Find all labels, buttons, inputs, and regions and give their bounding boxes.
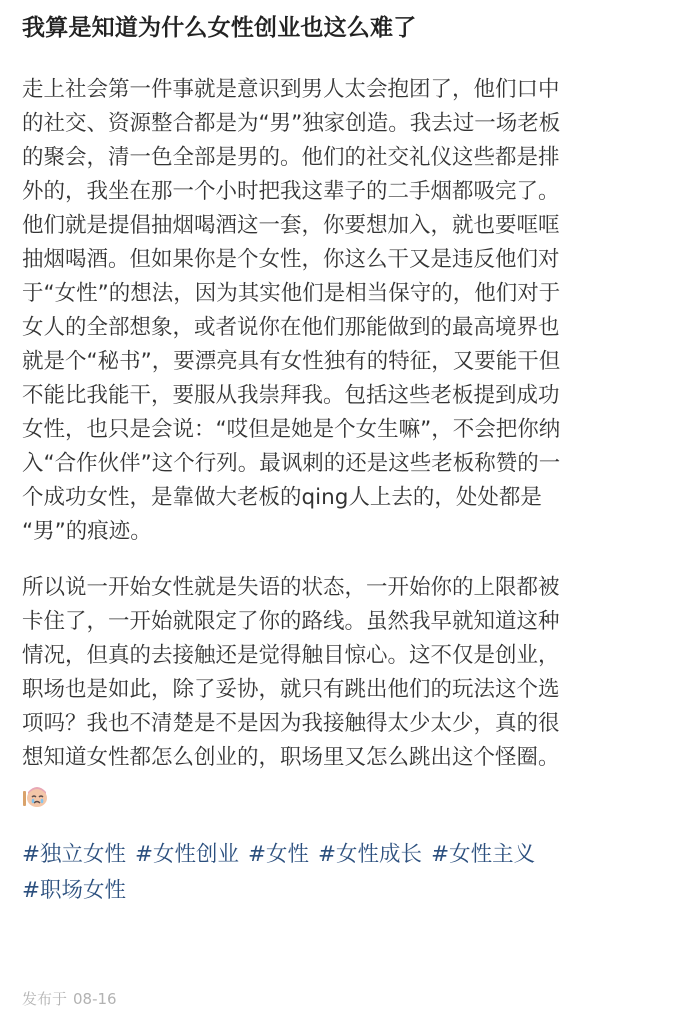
publish-info xyxy=(22,988,117,1009)
paragraph-line: 的社交、资源整合都是为“男”独家创造。我去过一场老板 xyxy=(22,111,561,136)
hashtag-list xyxy=(22,837,664,909)
paragraph-line: 抽烟喝酒。但如果你是个女性，你这么干又是违反他们对 xyxy=(22,247,560,272)
paragraph-line: 职场也是如此，除了妥协，就只有跳出他们的玩法这个选 xyxy=(22,677,560,702)
hashtag[interactable]: #女性成长 xyxy=(318,842,423,867)
paragraph-line: 走上社会第一件事就是意识到男人太会抱团了，他们口中 xyxy=(22,77,560,102)
paragraph-line: 入“合作伙伴”这个行列。最讽刺的还是这些老板称赞的一 xyxy=(22,451,561,476)
hashtag-row xyxy=(22,873,664,909)
crying-face-icon xyxy=(22,782,48,808)
paragraph-line: 不能比我能干，要服从我崇拜我。包括这些老板提到成功 xyxy=(22,383,560,408)
hashtag[interactable]: #独立女性 xyxy=(22,842,127,867)
hashtag[interactable]: #女性主义 xyxy=(431,842,536,867)
paragraph-line: 就是个“秘书”，要漂亮具有女性独有的特征，又要能干但 xyxy=(22,349,561,374)
paragraph-line: 女人的全部想象，或者说你在他们那能做到的最高境界也 xyxy=(22,315,560,340)
paragraph-line: 卡住了，一开始就限定了你的路线。虽然我早就知道这种 xyxy=(22,609,560,634)
paragraph-line: 的聚会，清一色全部是男的。他们的社交礼仪这些都是排 xyxy=(22,145,560,170)
paragraph-line: 个成功女性，是靠做大老板的qing人上去的，处处都是 xyxy=(22,485,542,510)
post-paragraph-2 xyxy=(22,571,664,809)
paragraph-line: 女性，也只是会说：“哎但是她是个女生嘛”，不会把你纳 xyxy=(22,417,561,442)
hashtag[interactable]: #女性 xyxy=(248,842,310,867)
paragraph-line: 于“女性”的想法，因为其实他们是相当保守的，他们对于 xyxy=(22,281,561,306)
paragraph-line: 外的，我坐在那一个小时把我这辈子的二手烟都吸完了。 xyxy=(22,179,560,204)
paragraph-line: 想知道女性都怎么创业的，职场里又怎么跳出这个怪圈。 xyxy=(22,745,560,770)
hashtag-row xyxy=(22,837,664,873)
paragraph-line: 所以说一开始女性就是失语的状态，一开始你的上限都被 xyxy=(22,575,560,600)
paragraph-line: “男”的痕迹。 xyxy=(22,519,152,544)
hashtag[interactable]: #女性创业 xyxy=(135,842,240,867)
publish-label: 发布于 xyxy=(22,990,68,1008)
publish-date: 08-16 xyxy=(73,990,117,1008)
post-paragraph-1 xyxy=(22,73,664,549)
paragraph-line: 他们就是提倡抽烟喝酒这一套，你要想加入，就也要哐哐 xyxy=(22,213,560,238)
paragraph-line: 项吗？我也不清楚是不是因为我接触得太少太少，真的很 xyxy=(22,711,560,736)
post-title: 我算是知道为什么女性创业也这么难了 xyxy=(22,15,417,41)
paragraph-line: 情况，但真的去接触还是觉得触目惊心。这不仅是创业， xyxy=(22,643,560,668)
post-body xyxy=(22,73,664,809)
hashtag[interactable]: #职场女性 xyxy=(22,878,127,903)
